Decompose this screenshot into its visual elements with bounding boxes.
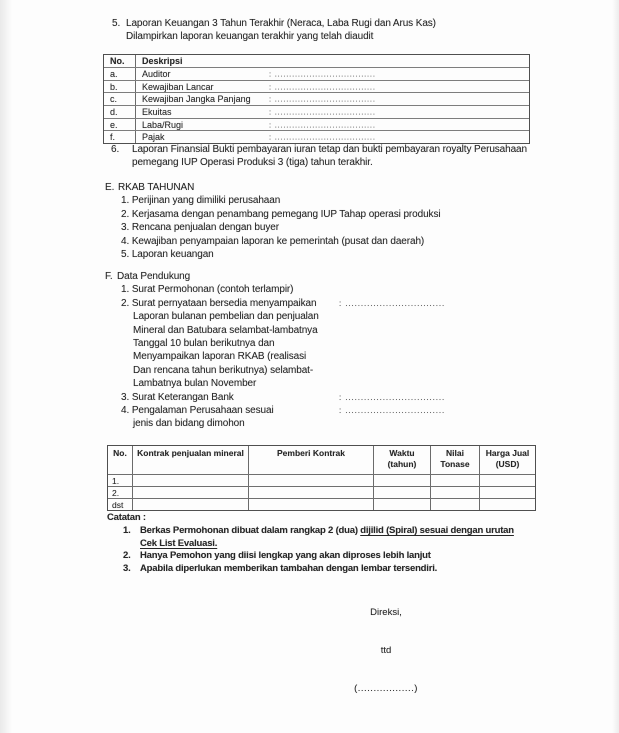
row-label: Ekuitas [142,106,172,117]
section-6-line1: Laporan Finansial Bukti pembayaran iuran tetap dan bukti pembayaran royalty Perusahaan [132,144,527,155]
table-header-row [108,446,535,474]
row-dotted-value: : ................................... [269,120,376,130]
empty-cell [480,475,535,486]
header-line: Tonase [440,459,470,469]
empty-cell [133,499,249,510]
list-item [121,404,545,417]
table-row [108,498,535,510]
section-e-items [121,194,440,261]
header-line: Harga Jual [485,448,530,458]
note-item [123,525,543,538]
section-f [105,270,545,431]
row-no: dst [108,499,133,510]
row-no: f. [104,131,136,143]
row-label: Laba/Rugi [142,119,184,130]
notes-section [107,512,543,576]
list-item: 3. Rencana penjualan dengan buyer [121,222,279,234]
section-5-subtitle: Dilampirkan laporan keuangan terakhir yang telah diaudit [126,31,374,43]
item-continuation: Mineral dan Batubara selambat-lambatnya [133,324,318,336]
row-dotted-value: : ................................... [269,132,376,142]
header-line: (USD) [495,459,520,469]
section-f-letter: F. [105,271,113,282]
note-text-plain: Berkas Permohonan dibuat dalam rangkap 2 (dua) [140,524,361,536]
row-label: Pajak [142,132,165,143]
section-e-title: RKAB TAHUNAN [118,182,195,193]
table-row [104,105,529,118]
item-continuation: Menyampaikan laporan RKAB (realisasi [133,351,307,363]
item-continuation: Dan rencana tahun berikutnya) selambat- [133,364,314,376]
section-f-items [121,283,545,430]
spacer [112,30,126,43]
table-row [108,474,535,486]
section-6-line2: pemegang IUP Operasi Produksi 3 (tiga) tahun terakhir. [132,157,373,169]
empty-cell [374,499,431,510]
empty-cell [431,499,480,510]
empty-cell [249,475,374,486]
spacer [111,156,132,169]
row-no: c. [104,93,136,105]
section-e [105,181,440,261]
item-text: 2. Surat pernyataan bersedia menyampaikan [121,297,317,309]
note-text-underlined: dijilid (Spiral) sesuai dengan urutan [360,524,514,536]
section-e-letter: E. [105,182,115,193]
empty-cell [431,475,480,486]
list-item [121,391,545,404]
row-no: 1. [108,475,133,486]
item-text: 4. Pengalaman Perusahaan sesuai [121,405,274,417]
list-item: 1. Perijinan yang dimiliki perusahaan [121,195,281,207]
signature-role: Direksi, [370,607,402,618]
list-item: 4. Kewajiban penyampaian laporan ke pemerintah (pusat dan daerah) [121,235,425,247]
row-dotted-value: : ................................... [269,69,376,79]
section-5-title: Laporan Keuangan 3 Tahun Terakhir (Neraca, Laba Rugi dan Arus Kas) [126,18,436,29]
section-f-title: Data Pendukung [117,271,191,282]
empty-cell [431,487,480,498]
row-dotted-value: : ................................... [269,107,376,117]
row-label: Auditor [142,68,171,79]
row-dotted-value: : ................................... [269,82,376,92]
list-item: 2. Kerjasama dengan penambang pemegang IUP Tahap operasi produksi [121,208,441,220]
row-no: a. [104,68,136,80]
note-text: Apabila diperlukan memberikan tambahan dengan lembar tersendiri. [140,563,438,575]
signature-name-placeholder: (..................) [354,683,418,694]
header-nilai [431,446,480,474]
header-line: No. [113,448,127,458]
scan-edge-right [612,0,619,733]
empty-cell [249,499,374,510]
table-row [104,118,529,131]
table-header-row [104,55,529,67]
row-label: Kewajiban Jangka Panjang [142,94,251,105]
header-line: Kontrak penjualan mineral [137,448,244,458]
header-line: (tahun) [387,459,417,469]
row-label: Kewajiban Lancar [142,81,214,92]
header-kontrak [133,446,249,474]
empty-cell [480,487,535,498]
empty-cell [133,475,249,486]
note-text: Hanya Pemohon yang diisi lengkap yang akan diproses lebih lanjut [140,550,431,562]
item-continuation: Tanggal 10 bulan berikutnya dan [133,338,275,350]
note-item [123,550,543,563]
signature-ttd: ttd [380,645,392,656]
note-text-underlined: Cek List Evaluasi. [140,537,218,549]
note-item [123,563,543,576]
dotted-value: : ................................ [339,406,446,416]
section-6 [111,143,527,170]
header-no [108,446,133,474]
table-row [104,67,529,80]
header-no: No. [104,55,136,67]
header-pemberi [249,446,374,474]
dotted-value: : ................................ [339,298,446,308]
notes-heading: Catatan : [107,512,146,523]
table-row [104,80,529,93]
item-continuation: jenis dan bidang dimohon [133,418,245,430]
scan-edge-left [0,0,12,733]
header-line: Nilai [446,448,464,458]
item-text: 3. Surat Keterangan Bank [121,391,234,403]
empty-cell [133,487,249,498]
table-row [104,92,529,105]
header-harga [480,446,535,474]
financial-description-table [103,54,530,144]
list-item [121,297,545,310]
contract-table [107,445,536,511]
row-no: b. [104,81,136,93]
note-text [140,525,543,538]
note-number: 2. [123,550,131,562]
header-waktu [374,446,431,474]
row-no: 2. [108,487,133,498]
note-number: 1. [123,524,131,536]
list-item: 5. Laporan keuangan [121,249,214,261]
row-dotted-value: : ................................... [269,94,376,104]
table-row [108,486,535,498]
note-number: 3. [123,563,131,575]
header-line: Pemberi Kontrak [276,448,346,458]
section-5-number: 5. [112,18,121,29]
section-5 [112,17,436,44]
empty-cell [480,499,535,510]
empty-cell [249,487,374,498]
dotted-value: : ................................ [339,392,446,402]
section-6-number: 6. [111,144,120,155]
item-continuation: Lambatnya bulan November [133,378,257,390]
item-continuation: Laporan bulanan pembelian dan penjualan [133,311,319,323]
row-no: e. [104,119,136,131]
table-row [104,130,529,143]
row-no: d. [104,106,136,118]
list-item: 1. Surat Permohonan (contoh terlampir) [121,284,294,296]
header-deskripsi: Deskripsi [142,56,183,66]
empty-cell [374,475,431,486]
empty-cell [374,487,431,498]
header-line: Waktu [389,448,415,458]
